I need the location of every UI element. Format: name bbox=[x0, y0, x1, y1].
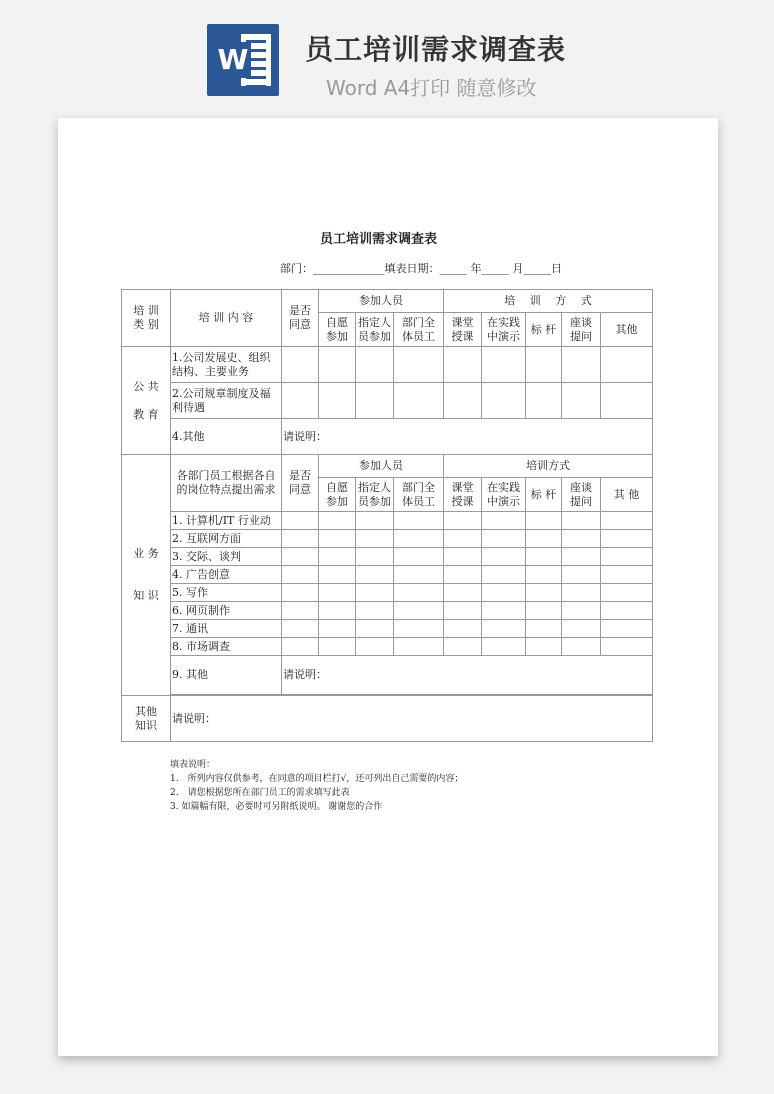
header-voluntary-2: 自愿 参加 bbox=[319, 478, 356, 512]
item-negotiation: 3. 交际、谈判 bbox=[171, 548, 282, 566]
header-voluntary: 自愿 参加 bbox=[319, 313, 356, 347]
instructions-title: 填表说明： bbox=[170, 760, 216, 770]
header-designated: 指定人 员参加 bbox=[356, 313, 394, 347]
header-banner bbox=[0, 0, 774, 118]
document-page bbox=[58, 118, 718, 1056]
header-participants: 参加人员 bbox=[319, 290, 444, 313]
document-title: 员工培训需求调查表 bbox=[320, 232, 438, 247]
section-public-education: 公 共 教 育 bbox=[122, 347, 171, 455]
header-agree: 是否 同意 bbox=[282, 290, 319, 347]
header-methods-2: 培训方式 bbox=[444, 455, 653, 478]
header-practice-2: 在实践 中演示 bbox=[482, 478, 526, 512]
header-content: 培 训 内 容 bbox=[171, 290, 282, 347]
item-telecom: 7. 通讯 bbox=[171, 620, 282, 638]
header-participants-2: 参加人员 bbox=[319, 455, 444, 478]
section-business-knowledge: 业 务 知 识 bbox=[122, 455, 171, 696]
header-other: 其他 bbox=[601, 313, 653, 347]
header-designated-2: 指定人 员参加 bbox=[356, 478, 394, 512]
item-writing: 5. 写作 bbox=[171, 584, 282, 602]
word-document-icon bbox=[207, 24, 279, 96]
instruction-item: 3. 如篇幅有限，必要时可另附纸说明。 谢谢您的合作 bbox=[170, 802, 383, 812]
header-discussion: 座谈 提问 bbox=[562, 313, 601, 347]
instruction-item: 1. 所列内容仅供参考，在同意的项目栏打√，还可列出自己需要的内容； bbox=[170, 774, 464, 784]
header-agree-2: 是否 同意 bbox=[282, 455, 319, 512]
header-all-staff: 部门全 体员工 bbox=[394, 313, 444, 347]
item-company-history: 1.公司发展史、组织结构、主要业务 bbox=[171, 347, 282, 383]
banner-subtitle: Word A4打印 随意修改 bbox=[326, 76, 537, 100]
item-advertising: 4. 广告创意 bbox=[171, 566, 282, 584]
item-public-other: 4.其他 bbox=[171, 419, 282, 455]
other-knowledge-explain: 请说明： bbox=[171, 696, 653, 742]
header-benchmark-2: 标 杆 bbox=[526, 478, 562, 512]
public-other-explain: 请说明： bbox=[282, 419, 653, 455]
instruction-item: 2. 请您根据您所在部门员工的需求填写此表 bbox=[170, 788, 350, 798]
item-it-industry: 1. 计算机/IT 行业动 bbox=[171, 512, 282, 530]
survey-table bbox=[121, 289, 653, 742]
business-other-explain: 请说明： bbox=[282, 656, 653, 695]
item-company-rules: 2.公司规章制度及福利待遇 bbox=[171, 383, 282, 419]
header-practice: 在实践 中演示 bbox=[482, 313, 526, 347]
word-icon-letter: W bbox=[215, 42, 251, 78]
banner-title: 员工培训需求调查表 bbox=[305, 33, 567, 66]
header-dept-needs: 各部门员工根据各自的岗位特点提出需求 bbox=[171, 455, 282, 512]
header-benchmark: 标 杆 bbox=[526, 313, 562, 347]
document-meta-line: 部门：_____________填表日期：_____ 年_____ 月_____日 bbox=[280, 262, 562, 275]
item-internet: 2. 互联网方面 bbox=[171, 530, 282, 548]
header-classroom: 课堂 授课 bbox=[444, 313, 482, 347]
fill-instructions bbox=[170, 758, 463, 814]
header-methods: 培 训 方 式 bbox=[444, 290, 653, 313]
header-category: 培 训 类 别 bbox=[122, 290, 171, 347]
item-market-research: 8. 市场调查 bbox=[171, 638, 282, 656]
header-other-2: 其 他 bbox=[601, 478, 653, 512]
header-classroom-2: 课堂 授课 bbox=[444, 478, 482, 512]
header-all-staff-2: 部门全 体员工 bbox=[394, 478, 444, 512]
item-web-design: 6. 网页制作 bbox=[171, 602, 282, 620]
section-other-knowledge: 其他 知识 bbox=[122, 696, 171, 742]
header-discussion-2: 座谈 提问 bbox=[562, 478, 601, 512]
item-business-other: 9. 其他 bbox=[171, 656, 282, 695]
